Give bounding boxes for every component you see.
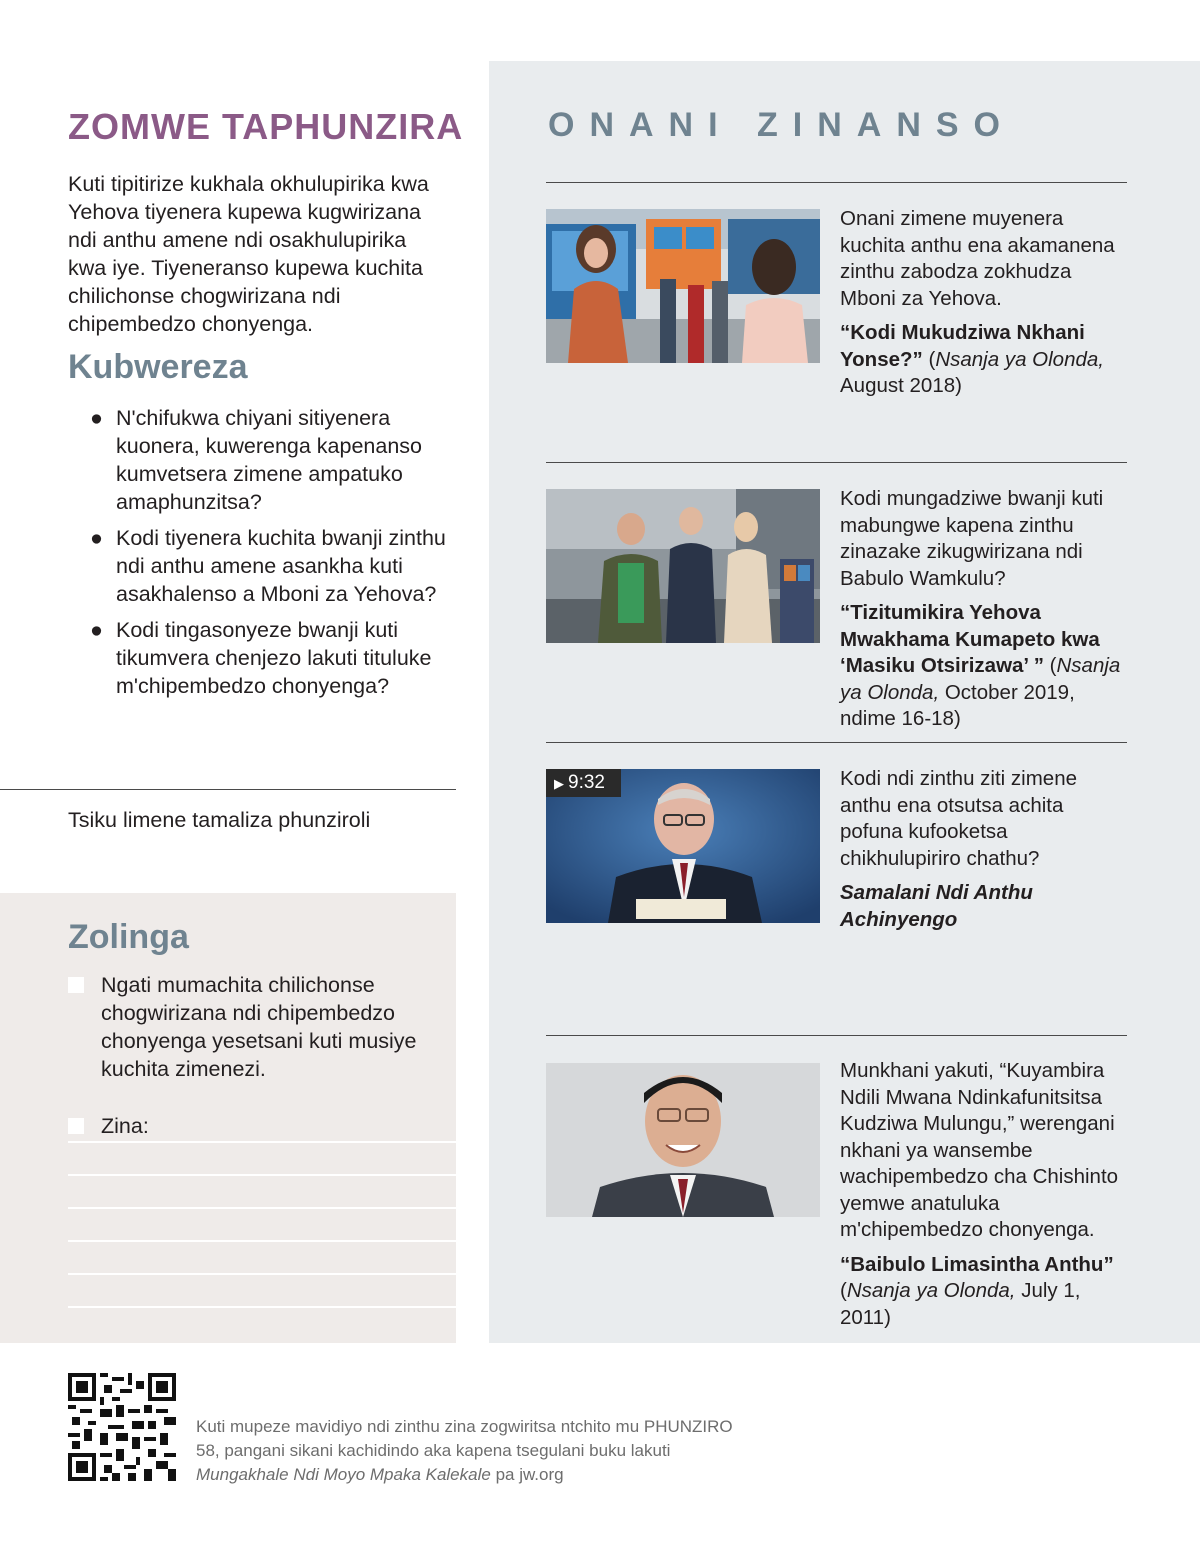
- article-thumbnail[interactable]: [546, 1063, 820, 1217]
- entry-link[interactable]: “Tizitumikira Yehova Mwakhama Kumapeto kwa ‘Masiku Otsirizawa’ ”: [840, 601, 1100, 677]
- bullet-icon: ●: [90, 526, 103, 550]
- learned-summary: Kuti tipitirize kukhala okhulupirika kwa Yehova tiyenera kupewa kugwirizana ndi anthu amene ndi osakhulupirika kwa iye. Tiyeneranso kupewa kuchita chilichonse chogwirizana ndi chipembedzo chonyenga.: [68, 172, 429, 336]
- explore-entry: Munkhani yakuti, “Kuyambira Ndili Mwana Ndinkafunitsitsa Kudziwa Mulungu,” werengani nkhani ya wansembe wachipembedzo cha Chishinto yemwe anatuluka m'chipembedzo chonyenga. “Baibulo Limasintha Anthu” (Nsanja ya Olonda, July 1, 2011): [840, 1058, 1130, 1331]
- entry-description: Onani zimene muyenera kuchita anthu ena akamanena zinthu zabodza zokhudza Mboni za Yehova.: [840, 207, 1115, 310]
- qr-code-graphic: [68, 1373, 176, 1481]
- footer-note: Kuti mupeze mavidiyo ndi zinthu zina zogwiritsa ntchito mu PHUNZIRO 58, pangani sikani kachidindo aka kapena tsegulani buku lakuti Mungakhale Ndi Moyo Mpaka Kalekale pa jw.org: [196, 1417, 733, 1484]
- review-list: [90, 404, 450, 708]
- write-line[interactable]: [68, 1240, 456, 1242]
- write-line[interactable]: [68, 1141, 456, 1143]
- entry-source: Nsanja ya Olonda,: [935, 347, 1104, 371]
- smiling-man-portrait: [546, 1063, 820, 1217]
- completion-date-field[interactable]: Tsiku limene tamaliza phunziroli: [68, 808, 371, 832]
- divider: [546, 742, 1127, 743]
- entry-description: Kodi mungadziwe bwanji kuti mabungwe kapena zinthu zinazake zikugwirizana ndi Babulo Wamkulu?: [840, 487, 1104, 590]
- write-line[interactable]: [68, 1306, 456, 1308]
- divider: [546, 462, 1127, 463]
- write-line[interactable]: [68, 1273, 456, 1275]
- play-icon: ▶: [554, 776, 564, 791]
- checkbox[interactable]: [68, 977, 84, 993]
- review-question: ● N'chifukwa chiyani sitiyenera kuonera, kuwerenga kapenanso kumvetsera zimene ampatuko amaphunzitsa?: [90, 406, 422, 514]
- explore-entry: Onani zimene muyenera kuchita anthu ena akamanena zinthu zabodza zokhudza Mboni za Yehova. “Kodi Mukudziwa Nkhani Yonse?” (Nsanja ya Olonda, August 2018): [840, 206, 1130, 400]
- entry-detail: July 1, 2011): [840, 1279, 1081, 1329]
- entry-source: Nsanja ya Olonda,: [840, 654, 1121, 704]
- video-duration-badge: ▶ 9:32: [546, 769, 621, 797]
- bullet-icon: ●: [90, 406, 103, 430]
- qr-code-icon[interactable]: [68, 1373, 176, 1481]
- checkbox[interactable]: [68, 1118, 84, 1134]
- street-witnessing-photo: [546, 489, 820, 643]
- goals-title: Zolinga: [68, 918, 189, 956]
- people-with-phones-illustration: [546, 209, 820, 363]
- book-title: Mungakhale Ndi Moyo Mpaka Kalekale: [196, 1465, 491, 1484]
- entry-link[interactable]: Samalani Ndi Anthu Achinyengo: [840, 881, 1033, 931]
- article-thumbnail[interactable]: [546, 209, 820, 363]
- bullet-icon: ●: [90, 618, 103, 642]
- entry-detail: August 2018): [840, 374, 962, 397]
- explore-entry: [840, 766, 1130, 933]
- write-line[interactable]: [68, 1174, 456, 1176]
- divider: [0, 789, 456, 790]
- explore-title: ONANI ZINANSO: [548, 106, 1015, 144]
- entry-detail: October 2019, ndime 16-18): [840, 680, 1075, 730]
- entry-description: Munkhani yakuti, “Kuyambira Ndili Mwana Ndinkafunitsitsa Kudziwa Mulungu,” werengani nkhani ya wansembe wachipembedzo cha Chishinto yemwe anatuluka m'chipembedzo chonyenga.: [840, 1059, 1119, 1241]
- article-thumbnail[interactable]: [546, 489, 820, 643]
- write-line[interactable]: [68, 1207, 456, 1209]
- explore-entry: Kodi mungadziwe bwanji kuti mabungwe kapena zinthu zinazake zikugwirizana ndi Babulo Wamkulu? “Tizitumikira Yehova Mwakhama Kumapeto kwa ‘Masiku Otsirizawa’ ” (Nsanja ya Olonda, October 2019, ndime 16-18): [840, 486, 1130, 733]
- learned-title: ZOMWE TAPHUNZIRA: [68, 106, 464, 147]
- review-question: ● Kodi tiyenera kuchita bwanji zinthu ndi anthu amene asankha kuti asakhalenso a Mboni za Yehova?: [90, 526, 446, 606]
- divider: [546, 182, 1127, 183]
- entry-link[interactable]: “Baibulo Limasintha Anthu”: [840, 1252, 1114, 1276]
- goal-item[interactable]: Ngati mumachita chilichonse chogwirizana ndi chipembedzo chonyenga yesetsani kuti musiye kuchita zimenezi.: [68, 971, 448, 1083]
- goal-item-other[interactable]: Zina:: [68, 1112, 149, 1140]
- review-title: Kubwereza: [68, 348, 248, 386]
- entry-description: Kodi ndi zinthu ziti zimene anthu ena otsutsa achita pofuna kufooketsa chikhulupiriro chathu?: [840, 767, 1078, 870]
- divider: [546, 1035, 1127, 1036]
- review-question: ● Kodi tingasonyeze bwanji kuti tikumvera chenjezo lakuti tituluke m'chipembedzo chonyenga?: [90, 618, 432, 698]
- entry-source: Nsanja ya Olonda,: [846, 1279, 1016, 1302]
- entry-link[interactable]: “Kodi Mukudziwa Nkhani Yonse?”: [840, 321, 1085, 371]
